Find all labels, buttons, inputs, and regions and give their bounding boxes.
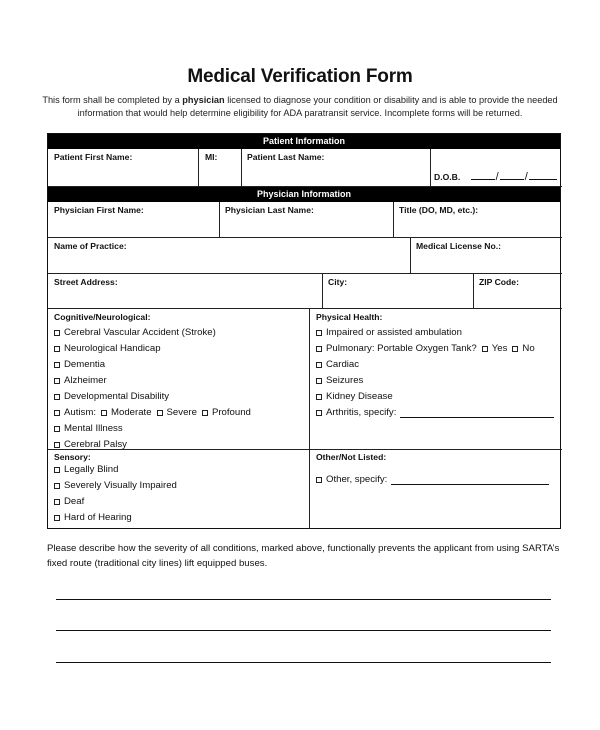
dob-separator: /	[524, 171, 528, 183]
zip-code-field[interactable]	[474, 274, 562, 309]
checkbox-label: Developmental Disability	[64, 391, 170, 402]
other-header: Other/Not Listed:	[316, 452, 387, 462]
checkbox-label: Impaired or assisted ambulation	[326, 327, 462, 338]
physical-health-section	[310, 309, 562, 450]
dob-year-blank[interactable]	[529, 171, 557, 180]
physician-first-name-field[interactable]	[48, 202, 220, 238]
description-prompt: Please describe how the severity of all conditions, marked above, functionally prevents the applicant from using SARTA’s fixed route (traditional city lines) lift equipped buses.	[47, 543, 560, 569]
oxygen-option-yes[interactable]	[482, 341, 508, 357]
checkbox-label: Alzheimer	[64, 375, 107, 386]
city-field[interactable]	[323, 274, 474, 309]
oxygen-option-no[interactable]	[512, 341, 534, 357]
checkbox-item[interactable]	[54, 389, 309, 405]
checkbox-icon[interactable]	[202, 410, 208, 416]
checkbox-item[interactable]	[54, 373, 309, 389]
physician-last-name-label: Physician Last Name:	[225, 205, 314, 215]
patient-mi-field[interactable]	[199, 149, 242, 187]
dob-day-blank[interactable]	[500, 171, 524, 180]
patient-last-name-field[interactable]	[242, 149, 431, 187]
physician-title-label: Title (DO, MD, etc.):	[399, 205, 479, 215]
practice-name-field[interactable]	[48, 238, 411, 274]
checkbox-item[interactable]	[54, 325, 309, 341]
checkbox-icon[interactable]	[316, 346, 322, 352]
checkbox-item-other[interactable]	[316, 472, 562, 488]
checkbox-item[interactable]	[316, 357, 562, 373]
checkbox-label: Cardiac	[326, 359, 360, 370]
checkbox-item[interactable]	[54, 341, 309, 357]
cognitive-section	[48, 309, 310, 450]
checkbox-icon[interactable]	[101, 410, 107, 416]
checkbox-item[interactable]	[54, 494, 309, 510]
checkbox-icon[interactable]	[54, 483, 60, 489]
checkbox-item[interactable]	[54, 357, 309, 373]
checkbox-label: Mental Illness	[64, 423, 123, 434]
checkbox-icon[interactable]	[54, 330, 60, 336]
checkbox-icon[interactable]	[54, 515, 60, 521]
checkbox-label: Cerebral Vascular Accident (Stroke)	[64, 327, 216, 338]
patient-last-name-label: Patient Last Name:	[247, 152, 325, 162]
patient-first-name-field[interactable]	[48, 149, 199, 187]
checkbox-icon[interactable]	[54, 346, 60, 352]
physician-last-name-field[interactable]	[220, 202, 394, 238]
medical-license-field[interactable]	[411, 238, 562, 274]
checkbox-label: Seizures	[326, 375, 364, 386]
checkbox-label: Neurological Handicap	[64, 343, 161, 354]
intro-emphasis: physician	[182, 95, 225, 105]
sensory-header: Sensory:	[54, 452, 91, 462]
checkbox-label: Severely Visually Impaired	[64, 480, 177, 491]
intro-text: information that would help determine eligibility for ADA paratransit service. Incomplete forms will be returned.	[77, 108, 523, 118]
checkbox-item-arthritis[interactable]	[316, 405, 562, 421]
checkbox-icon[interactable]	[316, 378, 322, 384]
intro-text: licensed to diagnose your condition or disability and is able to provide the needed	[224, 95, 558, 105]
zip-code-label: ZIP Code:	[479, 277, 519, 287]
other-section	[310, 450, 562, 529]
medical-license-label: Medical License No.:	[416, 241, 502, 251]
checkbox-label: Cerebral Palsy	[64, 439, 127, 450]
checkbox-icon[interactable]	[316, 394, 322, 400]
checkbox-label: Deaf	[64, 496, 85, 507]
checkbox-label: Pulmonary: Portable Oxygen Tank?	[326, 343, 477, 354]
checkbox-label: No	[522, 343, 535, 354]
checkbox-icon[interactable]	[54, 378, 60, 384]
checkbox-label: Hard of Hearing	[64, 512, 132, 523]
checkbox-icon[interactable]	[316, 410, 322, 416]
street-address-label: Street Address:	[54, 277, 118, 287]
checkbox-icon[interactable]	[54, 410, 60, 416]
checkbox-label: Autism:	[64, 407, 96, 418]
checkbox-icon[interactable]	[54, 426, 60, 432]
dob-separator: /	[495, 171, 499, 183]
checkbox-item[interactable]	[54, 510, 309, 526]
checkbox-item-pulmonary[interactable]	[316, 341, 562, 357]
physician-title-field[interactable]	[394, 202, 562, 238]
description-line-3[interactable]	[56, 662, 551, 663]
checkbox-icon[interactable]	[316, 362, 322, 368]
checkbox-icon[interactable]	[482, 346, 488, 352]
checkbox-item[interactable]	[316, 373, 562, 389]
checkbox-icon[interactable]	[512, 346, 518, 352]
checkbox-label: Legally Blind	[64, 464, 119, 475]
checkbox-icon[interactable]	[316, 330, 322, 336]
dob-label: D.O.B.	[434, 172, 461, 182]
checkbox-icon[interactable]	[157, 410, 163, 416]
checkbox-item-autism[interactable]	[54, 405, 309, 421]
checkbox-item[interactable]	[316, 325, 562, 341]
checkbox-item[interactable]	[54, 462, 309, 478]
checkbox-icon[interactable]	[54, 442, 60, 448]
description-line-1[interactable]	[56, 599, 551, 600]
physical-health-header: Physical Health:	[316, 312, 383, 322]
checkbox-icon[interactable]	[54, 362, 60, 368]
checkbox-item[interactable]	[54, 478, 309, 494]
autism-option-moderate[interactable]	[101, 405, 152, 421]
checkbox-label: Other, specify:	[326, 474, 388, 485]
sensory-section	[48, 450, 310, 529]
checkbox-label: Kidney Disease	[326, 391, 393, 402]
form-title: Medical Verification Form	[187, 66, 413, 87]
cognitive-header: Cognitive/Neurological:	[54, 312, 151, 322]
intro-text: This form shall be completed by a	[42, 95, 183, 105]
verification-form-table	[47, 133, 561, 529]
patient-first-name-label: Patient First Name:	[54, 152, 133, 162]
autism-option-profound[interactable]	[202, 405, 251, 421]
checkbox-label: Yes	[491, 343, 508, 354]
checkbox-label: Severe	[166, 407, 197, 418]
description-line-2[interactable]	[56, 630, 551, 631]
dob-month-blank[interactable]	[471, 171, 495, 180]
city-label: City:	[328, 277, 348, 287]
checkbox-item[interactable]	[54, 421, 309, 437]
form-instructions	[40, 94, 560, 120]
checkbox-item[interactable]	[316, 389, 562, 405]
arthritis-specify-blank[interactable]	[400, 408, 554, 418]
physician-first-name-label: Physician First Name:	[54, 205, 144, 215]
checkbox-icon[interactable]	[54, 394, 60, 400]
checkbox-icon[interactable]	[54, 467, 60, 473]
other-specify-blank[interactable]	[391, 475, 549, 485]
checkbox-icon[interactable]	[316, 477, 322, 483]
checkbox-label: Moderate	[111, 407, 152, 418]
checkbox-label: Profound	[211, 407, 251, 418]
practice-name-label: Name of Practice:	[54, 241, 127, 251]
patient-info-header: Patient Information	[48, 134, 560, 149]
patient-dob-field[interactable]	[431, 149, 562, 187]
street-address-field[interactable]	[48, 274, 323, 309]
patient-mi-label: MI:	[205, 152, 218, 162]
checkbox-label: Dementia	[64, 359, 106, 370]
checkbox-icon[interactable]	[54, 499, 60, 505]
checkbox-label: Arthritis, specify:	[326, 407, 397, 418]
physician-info-header: Physician Information	[48, 187, 560, 202]
autism-option-severe[interactable]	[157, 405, 197, 421]
